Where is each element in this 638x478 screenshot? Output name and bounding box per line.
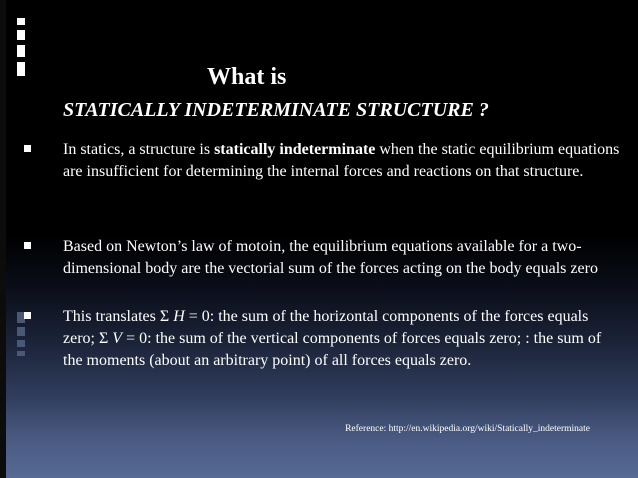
bullet-item	[63, 236, 623, 280]
bullet-item	[63, 139, 623, 183]
bullet-text-segment: Based on Newton’s law of motoin, the equilibrium equations available for a two-dimensional body are the vectorial sum of the forces acting on the body equals zero	[63, 238, 598, 277]
title-line-2: STATICALLY INDETERMINATE STRUCTURE ?	[63, 99, 489, 121]
square-bullet-icon	[24, 145, 31, 152]
bullet-text-segment: H	[173, 308, 185, 325]
bullet-text-segment: = 0: the sum of the horizontal components of the forces equals zero; Σ	[63, 308, 589, 347]
bullet-text-segment: V	[112, 330, 123, 347]
square-bullet-icon	[24, 312, 31, 319]
bullet-text	[63, 308, 601, 369]
bullet-text-segment: statically indeterminate	[214, 141, 376, 158]
bullet-text	[63, 238, 598, 277]
bullet-text	[63, 141, 619, 180]
bullet-text-segment: = 0: the sum of the vertical components of forces equals zero; : the sum of the moments (about an arbitrary point) of all forces equals zero.	[63, 330, 602, 369]
bullet-text-segment: In statics, a structure is	[63, 141, 215, 158]
title-line-1: What is	[207, 64, 287, 90]
bullet-text-segment: This translates Σ	[63, 308, 174, 325]
square-bullet-icon	[24, 242, 31, 249]
bullet-text-segment: when the static equilibrium equations are insufficient for determining the internal forces and reactions on that structure.	[63, 141, 620, 180]
bullet-item	[63, 306, 623, 372]
reference-text: Reference: http://en.wikipedia.org/wiki/Statically_indeterminate	[345, 424, 590, 434]
